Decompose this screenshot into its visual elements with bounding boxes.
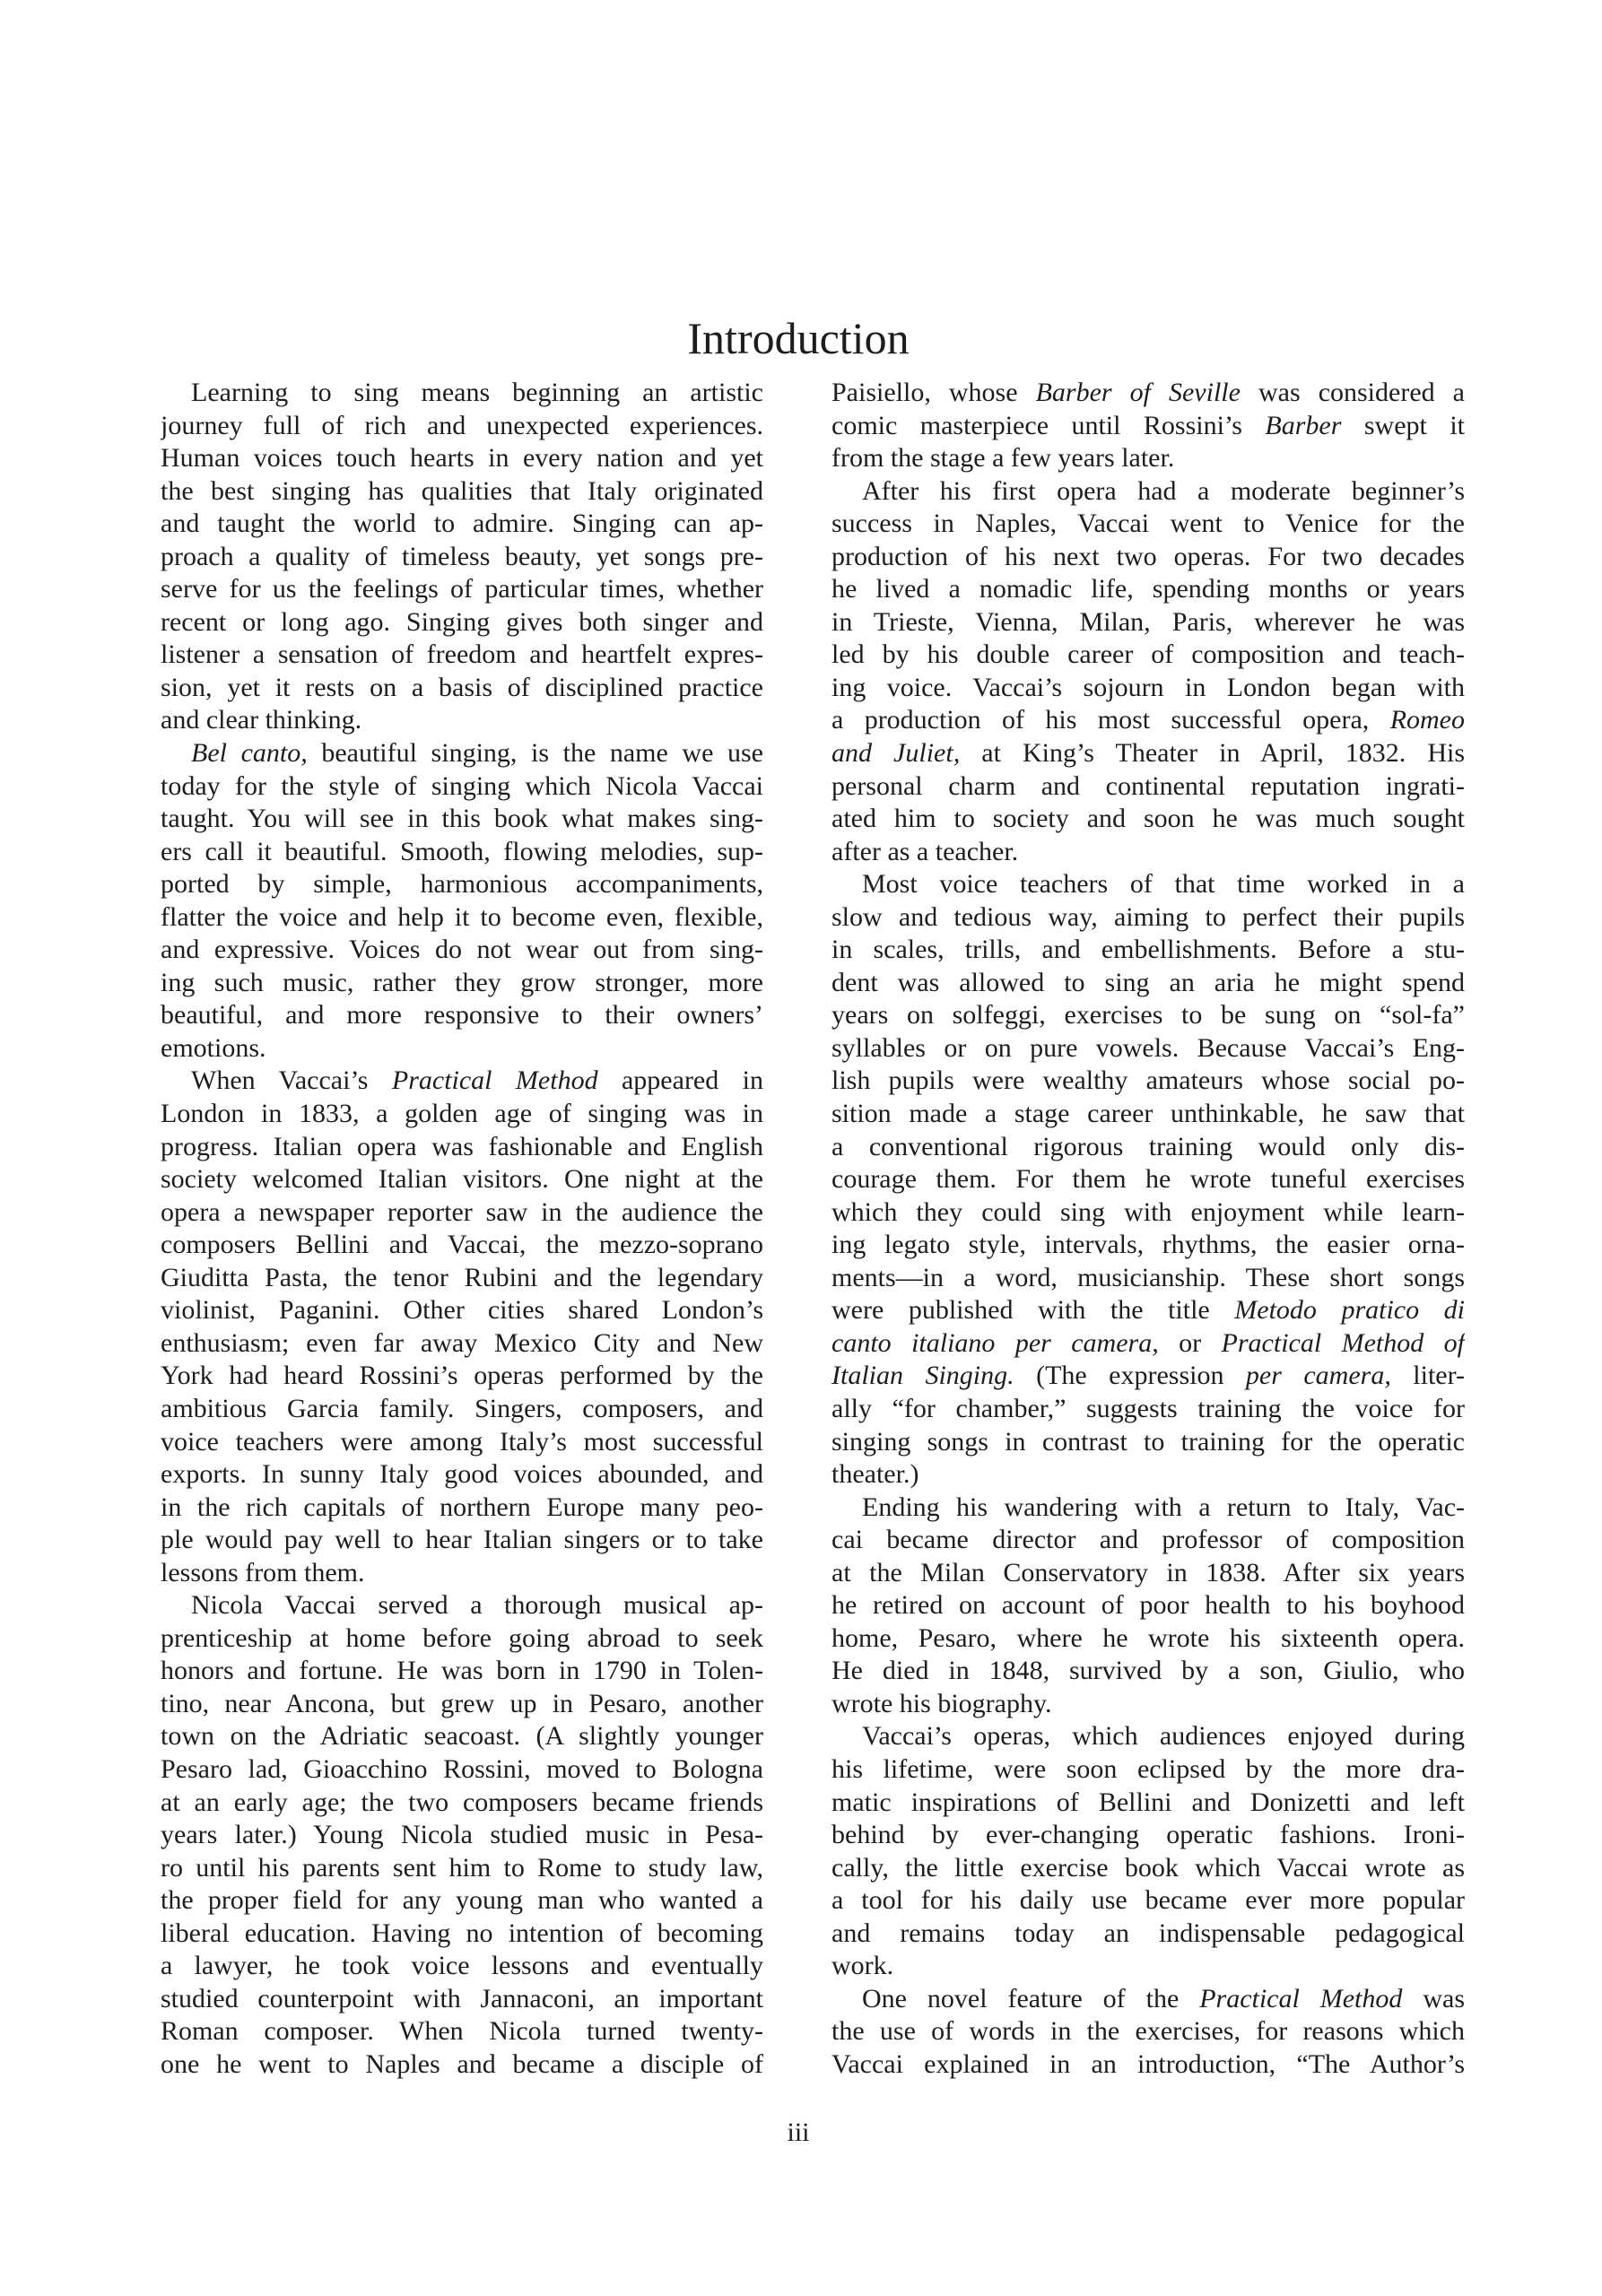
italic-phrase: Barber of Seville [1035, 378, 1241, 407]
text-line [161, 2048, 763, 2082]
text-line [831, 999, 1465, 1032]
text-line [161, 1918, 763, 1951]
line-text: the proper field for any young man who wanted a [161, 1885, 763, 1916]
text-line [831, 1492, 1465, 1525]
line-text: recent or long ago. Singing gives both singer and [161, 606, 763, 637]
text-line [161, 1065, 763, 1098]
line-text: Human voices touch hearts in every nation and yet [161, 443, 763, 474]
text-line [161, 1950, 763, 1983]
text-line [831, 1950, 1465, 1983]
left-column [161, 377, 763, 2081]
text-line [831, 1360, 1465, 1393]
right-column [831, 377, 1465, 2081]
italic-phrase: Practical Method [1199, 1983, 1403, 2013]
italic-phrase: Practical Method of [1221, 1327, 1465, 1358]
line-text: production of his next two operas. For two decades [831, 541, 1465, 571]
line-text: studied counterpoint with Jannaconi, an important [161, 1983, 763, 2013]
text-line [831, 573, 1465, 606]
line-text: One novel feature of the [862, 1983, 1200, 2013]
line-text: serve for us the feelings of particular times, whether [161, 574, 763, 604]
text-line [161, 737, 763, 770]
paragraph [831, 1492, 1465, 1721]
line-text: in Trieste, Vienna, Milan, Paris, wherever he was [831, 606, 1465, 637]
page-number: iii [787, 2118, 810, 2147]
line-text: honors and fortune. He was born in 1790 in Tolen- [161, 1656, 763, 1686]
line-text: today for the style of singing which Nicola Vaccai [161, 770, 763, 801]
line-text: sition made a stage career unthinkable, he saw that [831, 1099, 1465, 1129]
line-text: led by his double career of composition and teach- [831, 639, 1465, 670]
line-text: Ending his wandering with a return to Italy, Vac- [862, 1492, 1465, 1522]
text-line [831, 1131, 1465, 1164]
text-line [161, 1753, 763, 1787]
line-text: which they could sing with enjoyment while learn- [831, 1196, 1465, 1227]
text-line [831, 1458, 1465, 1492]
line-text: Paisiello, whose [831, 378, 1036, 407]
text-line [831, 1524, 1465, 1557]
line-text: one he went to Naples and became a disciple of [161, 2048, 763, 2079]
line-text: a conventional rigorous training would only dis- [831, 1131, 1465, 1161]
line-text: town on the Adriatic seacoast. (A slightly younger [161, 1721, 763, 1752]
text-line [161, 377, 763, 410]
line-text: listener a sensation of freedom and heartfelt expres- [161, 639, 763, 670]
line-text: swept it [1341, 410, 1465, 440]
text-line [831, 1327, 1465, 1361]
line-text: years on solfeggi, exercises to be sung on “sol-fa” [831, 1000, 1465, 1031]
text-line [831, 1884, 1465, 1918]
text-line [831, 836, 1465, 869]
text-line [161, 1032, 763, 1065]
italic-phrase: and Juliet, [831, 738, 961, 769]
line-text: ported by simple, harmonious accompaniments, [161, 869, 763, 900]
line-text: or [1158, 1327, 1222, 1358]
text-line [161, 1589, 763, 1622]
line-text: composers Bellini and Vaccai, the mezzo-soprano [161, 1230, 763, 1260]
line-text: Nicola Vaccai served a thorough musical ap- [191, 1590, 763, 1621]
line-text: ple would pay well to hear Italian singers or to take [161, 1525, 763, 1555]
line-text: violinist, Paganini. Other cities shared London’s [161, 1295, 763, 1326]
line-text: tino, near Ancona, but grew up in Pesaro, another [161, 1688, 763, 1718]
line-text: and expressive. Voices do not wear out from sing- [161, 935, 763, 965]
line-text: matic inspirations of Bellini and Donizetti and left [831, 1787, 1465, 1817]
paragraph [831, 868, 1465, 1491]
text-line [161, 1360, 763, 1393]
line-text: he retired on account of poor health to his boyhood [831, 1590, 1465, 1621]
text-line [161, 1557, 763, 1590]
line-text: he lived a nomadic life, spending months or years [831, 574, 1465, 604]
text-line [831, 1294, 1465, 1327]
text-line [831, 1426, 1465, 1459]
paragraph [161, 1589, 763, 2081]
text-line [831, 1753, 1465, 1787]
line-text: beautiful singing, is the name we use [307, 738, 763, 769]
line-text: Vaccai explained in an introduction, “The Author’s [831, 2048, 1465, 2079]
line-text: prenticeship at home before going abroad to seek [161, 1622, 763, 1653]
line-text: and taught the world to admire. Singing can ap- [161, 509, 763, 539]
text-line [161, 672, 763, 705]
text-line [161, 475, 763, 509]
text-line [831, 442, 1465, 475]
italic-phrase: per camera, [1245, 1361, 1391, 1391]
line-text: after as a teacher. [831, 836, 1019, 866]
line-text: Roman composer. When Nicola turned twenty- [161, 2016, 763, 2047]
text-line [161, 541, 763, 574]
page-title: Introduction [687, 313, 910, 363]
line-text: at the Milan Conservatory in 1838. After six years [831, 1557, 1465, 1587]
text-line [161, 1787, 763, 1820]
paragraph [831, 1720, 1465, 1982]
text-line [831, 868, 1465, 901]
line-text: a lawyer, he took voice lessons and eventually [161, 1951, 763, 1981]
line-text: were published with the title [831, 1295, 1235, 1326]
line-text: dent was allowed to sing an aria he might spend [831, 967, 1465, 997]
line-text: courage them. For them he wrote tuneful exercises [831, 1164, 1465, 1195]
text-line [161, 770, 763, 804]
text-line [161, 967, 763, 1000]
text-line [831, 1688, 1465, 1721]
line-text: wrote his biography. [831, 1688, 1052, 1718]
text-line [831, 639, 1465, 672]
paragraph [161, 1065, 763, 1589]
line-text: ally “for chamber,” suggests training the voice for [831, 1393, 1465, 1423]
text-line [161, 1688, 763, 1721]
text-line [161, 1492, 763, 1525]
italic-phrase: Barber [1265, 410, 1342, 440]
line-text: ers call it beautiful. Smooth, flowing melodies, sup- [161, 836, 763, 866]
line-text: opera a newspaper reporter saw in the audience the [161, 1196, 763, 1227]
text-line [831, 1983, 1465, 2016]
text-line [831, 1065, 1465, 1098]
italic-phrase: Practical Method [391, 1065, 598, 1096]
text-line [831, 410, 1465, 443]
text-line [831, 672, 1465, 705]
text-line [831, 934, 1465, 967]
line-text: the best singing has qualities that Italy originated [161, 475, 763, 506]
paragraph [831, 475, 1465, 869]
line-text: syllables or on pure vowels. Because Vaccai’s Eng- [831, 1032, 1465, 1063]
text-line [831, 377, 1465, 410]
line-text: society welcomed Italian visitors. One night at the [161, 1164, 763, 1195]
line-text: ing such music, rather they grow stronger, more [161, 967, 763, 997]
line-text: slow and tedious way, aiming to perfect their pupils [831, 901, 1465, 932]
italic-phrase: Italian Singing. [831, 1361, 1014, 1391]
text-line [161, 1819, 763, 1852]
line-text: When Vaccai’s [191, 1065, 392, 1096]
line-text: years later.) Young Nicola studied music in Pesa- [161, 1820, 763, 1850]
text-line [831, 901, 1465, 935]
line-text: his lifetime, were soon eclipsed by the more dra- [831, 1753, 1465, 1784]
text-line [831, 1163, 1465, 1196]
text-line [831, 737, 1465, 770]
line-text: was considered a [1240, 378, 1465, 407]
text-line [161, 1524, 763, 1557]
text-line [161, 1098, 763, 1131]
line-text: was [1402, 1983, 1465, 2013]
line-text: and remains today an indispensable pedagogical [831, 1918, 1465, 1948]
line-text: comic masterpiece until Rossini’s [831, 410, 1266, 440]
text-line [161, 2015, 763, 2048]
line-text: lish pupils were wealthy amateurs whose social po- [831, 1065, 1465, 1096]
text-line [831, 1589, 1465, 1622]
text-line [831, 508, 1465, 541]
line-text: ments—in a word, musicianship. These short songs [831, 1262, 1465, 1292]
line-text: progress. Italian opera was fashionable and English [161, 1131, 763, 1161]
line-text: beautiful, and more responsive to their owners’ [161, 1000, 763, 1031]
line-text: taught. You will see in this book what makes sing- [161, 804, 763, 834]
line-text: the use of words in the exercises, for reasons which [831, 2016, 1465, 2047]
text-line [161, 1720, 763, 1753]
line-text: ing legato style, intervals, rhythms, the easier orna- [831, 1230, 1465, 1260]
text-line [161, 573, 763, 606]
paragraph [161, 737, 763, 1065]
line-text: a production of his most successful opera, [831, 705, 1390, 735]
text-line [831, 475, 1465, 509]
line-text: Most voice teachers of that time worked in a [862, 869, 1465, 900]
text-line [161, 1294, 763, 1327]
text-line [161, 1852, 763, 1885]
italic-phrase: Metodo pratico di [1234, 1295, 1465, 1326]
line-text: ated him to society and soon he was much sought [831, 804, 1465, 834]
line-text: theater.) [831, 1459, 919, 1490]
line-text: personal charm and continental reputation ingrati- [831, 770, 1465, 801]
line-text: exports. In sunny Italy good voices abounded, and [161, 1459, 763, 1490]
line-text: liter- [1390, 1361, 1465, 1391]
line-text: enthusiasm; even far away Mexico City and New [161, 1327, 763, 1358]
text-line [831, 1098, 1465, 1131]
line-text: and clear thinking. [161, 705, 362, 735]
line-text: voice teachers were among Italy’s most successful [161, 1426, 763, 1457]
text-line [831, 2015, 1465, 2048]
line-text: proach a quality of timeless beauty, yet songs pre- [161, 541, 763, 571]
text-line [161, 1884, 763, 1918]
text-line [831, 1918, 1465, 1951]
line-text: liberal education. Having no intention of becoming [161, 1918, 763, 1948]
line-text: emotions. [161, 1032, 266, 1063]
line-text: York had heard Rossini’s operas performed by the [161, 1361, 763, 1391]
text-line [831, 704, 1465, 737]
italic-phrase: Bel canto, [191, 738, 308, 769]
line-text: in scales, trills, and embellishments. Before a stu- [831, 935, 1465, 965]
line-text: at an early age; the two composers became friends [161, 1787, 763, 1817]
line-text: ambitious Garcia family. Singers, composers, and [161, 1393, 763, 1423]
text-line [161, 1163, 763, 1196]
text-line [161, 1131, 763, 1164]
text-line [161, 1655, 763, 1688]
text-line [831, 1622, 1465, 1656]
text-line [831, 541, 1465, 574]
text-line [161, 410, 763, 443]
line-text: work. [831, 1951, 894, 1981]
paragraph [831, 1983, 1465, 2082]
text-line [161, 1393, 763, 1426]
line-text: journey full of rich and unexpected experiences. [161, 410, 763, 440]
line-text: in the rich capitals of northern Europe many peo- [161, 1492, 763, 1522]
line-text: singing songs in contrast to training for the operatic [831, 1426, 1465, 1457]
text-line [831, 1196, 1465, 1230]
line-text: ing voice. Vaccai’s sojourn in London began with [831, 672, 1465, 702]
line-text: at King’s Theater in April, 1832. His [960, 738, 1465, 769]
text-line [831, 967, 1465, 1000]
line-text: He died in 1848, survived by a son, Giulio, who [831, 1656, 1465, 1686]
line-text: success in Naples, Vaccai went to Venice for the [831, 509, 1465, 539]
text-line [161, 999, 763, 1032]
text-line [161, 1622, 763, 1656]
paragraph [161, 377, 763, 737]
text-line [161, 606, 763, 639]
text-line [831, 1819, 1465, 1852]
italic-phrase: Romeo [1389, 705, 1465, 735]
line-text: flatter the voice and help it to become even, flexible, [161, 901, 763, 932]
line-text: lessons from them. [161, 1557, 365, 1587]
text-line [831, 2048, 1465, 2082]
text-line [831, 770, 1465, 804]
text-line [831, 1655, 1465, 1688]
line-text: Pesaro lad, Gioacchino Rossini, moved to Bologna [161, 1753, 763, 1784]
text-line [161, 508, 763, 541]
text-line [161, 704, 763, 737]
line-text: Giuditta Pasta, the tenor Rubini and the legendary [161, 1262, 763, 1292]
text-line [161, 1327, 763, 1361]
line-text: cally, the little exercise book which Vaccai wrote as [831, 1852, 1465, 1883]
text-line [161, 803, 763, 836]
text-line [831, 606, 1465, 639]
line-text: (The expression [1014, 1361, 1246, 1391]
line-text: a tool for his daily use became ever more popular [831, 1885, 1465, 1916]
line-text: London in 1833, a golden age of singing was in [161, 1099, 763, 1129]
text-line [161, 1196, 763, 1230]
line-text: cai became director and professor of composition [831, 1525, 1465, 1555]
text-line [161, 1983, 763, 2016]
text-line [161, 901, 763, 935]
text-line [161, 868, 763, 901]
text-line [831, 1852, 1465, 1885]
paragraph [831, 377, 1465, 475]
line-text: ro until his parents sent him to Rome to study law, [161, 1852, 763, 1883]
line-text: from the stage a few years later. [831, 443, 1175, 474]
text-line [831, 1032, 1465, 1065]
text-line [831, 1787, 1465, 1820]
text-line [831, 1720, 1465, 1753]
line-text: Vaccai’s operas, which audiences enjoyed during [862, 1721, 1465, 1752]
line-text: appeared in [597, 1065, 763, 1096]
text-line [831, 1229, 1465, 1262]
line-text: behind by ever-changing operatic fashions. Ironi- [831, 1820, 1465, 1850]
italic-phrase: canto italiano per camera, [831, 1327, 1159, 1358]
line-text: home, Pesaro, where he wrote his sixteenth opera. [831, 1622, 1465, 1653]
text-line [161, 1426, 763, 1459]
text-line [161, 836, 763, 869]
text-line [161, 442, 763, 475]
text-line [161, 639, 763, 672]
text-line [161, 934, 763, 967]
text-line [161, 1262, 763, 1295]
text-line [161, 1458, 763, 1492]
text-line [831, 1557, 1465, 1590]
text-line [831, 803, 1465, 836]
line-text: sion, yet it rests on a basis of disciplined practice [161, 672, 763, 702]
text-line [831, 1393, 1465, 1426]
line-text: Learning to sing means beginning an artistic [191, 378, 763, 407]
text-line [831, 1262, 1465, 1295]
text-line [161, 1229, 763, 1262]
line-text: After his first opera had a moderate beginner’s [862, 475, 1465, 506]
